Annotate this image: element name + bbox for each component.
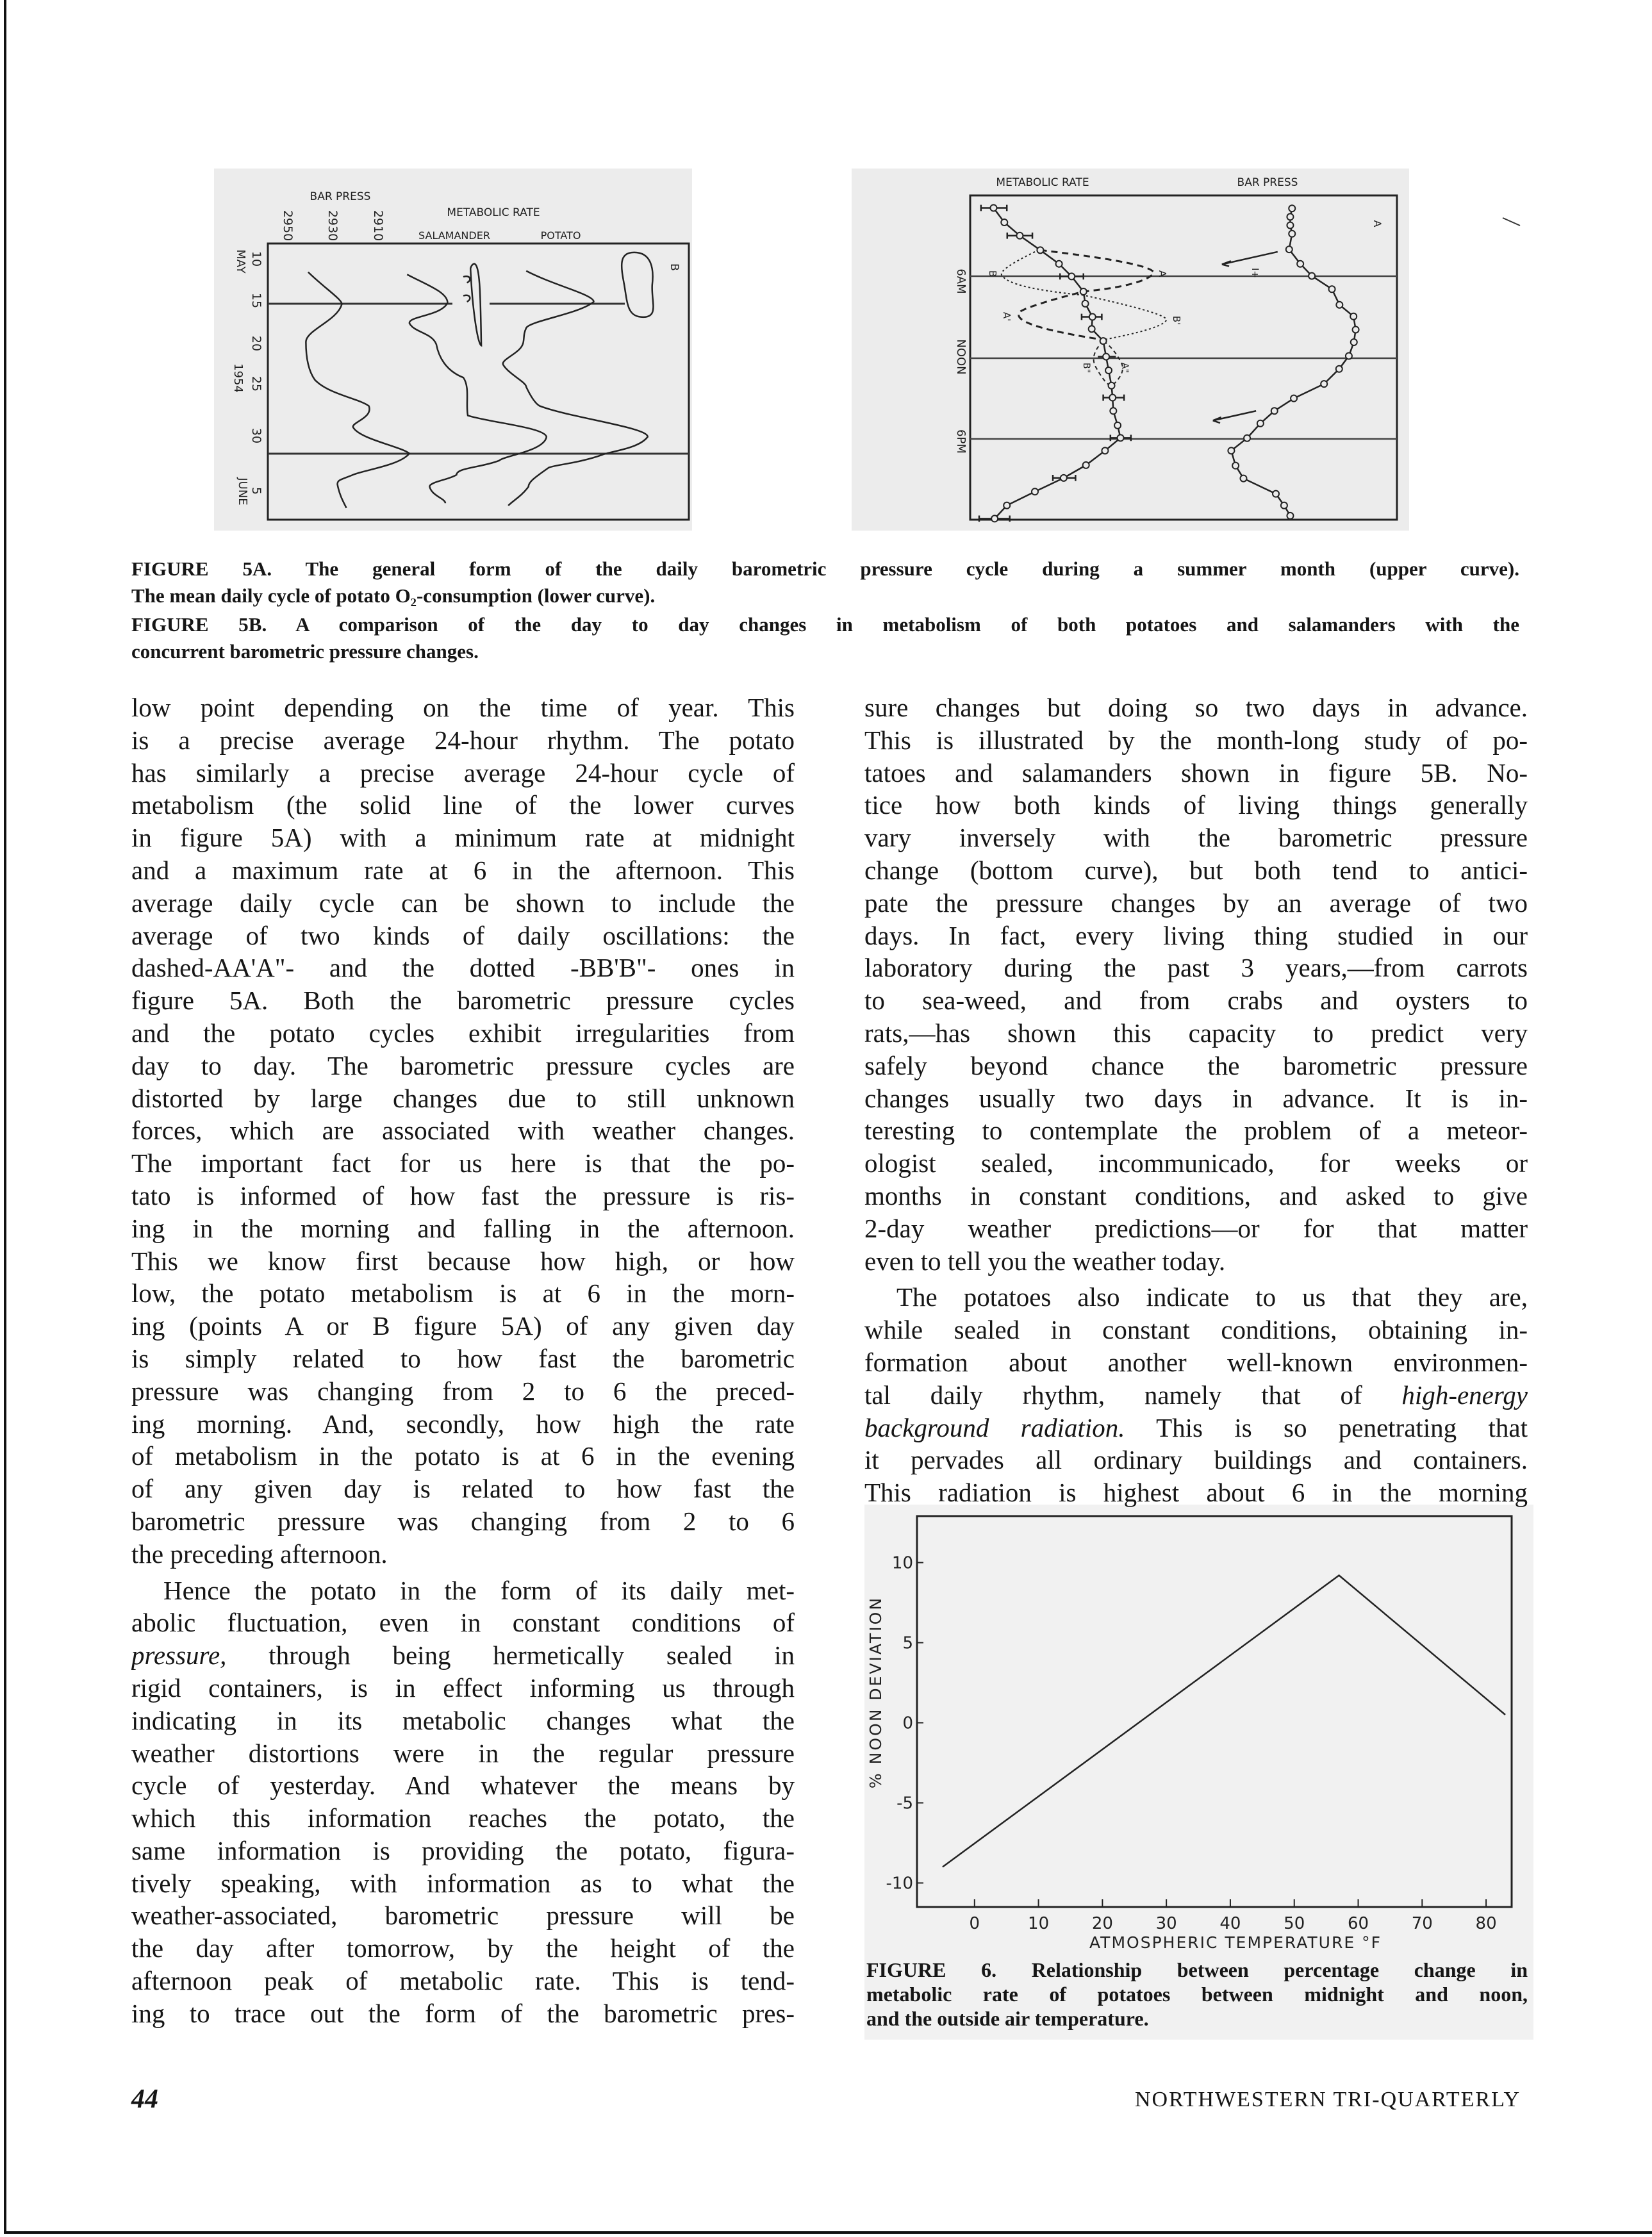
text-line: tice how both kinds of living things generally xyxy=(864,790,1528,820)
data-point-marker xyxy=(1068,273,1075,279)
data-point-marker xyxy=(1016,233,1023,239)
text-line: weather distortions were in the regular pressure xyxy=(131,1738,795,1768)
data-point-marker xyxy=(1271,408,1278,414)
figure-6-y-axis-label: % NOON DEVIATION xyxy=(866,1596,885,1789)
text-line: rigid containers, is in effect informing us through xyxy=(131,1672,795,1703)
curve-label-b-double-prime: B" xyxy=(1081,362,1091,374)
potato-curve xyxy=(503,271,648,506)
text-line: tatoes and salamanders shown in figure 5B. No- xyxy=(864,757,1528,788)
body-column-right xyxy=(864,691,1528,1509)
figure-5b-caption-line: FIGURE 5B. A comparison of the day to day changes in metabolism of both potatoes and salamanders with the xyxy=(131,613,1519,636)
text-line: changes usually two days in advance. It is in- xyxy=(864,1083,1528,1113)
y-tick-label: -5 xyxy=(896,1794,913,1813)
data-point-marker xyxy=(1287,513,1293,519)
data-point-marker xyxy=(1353,326,1359,333)
pressure-tick-label: 2950 xyxy=(281,210,295,242)
salamander-label: SALAMANDER xyxy=(418,229,490,242)
data-point-marker xyxy=(1281,502,1287,509)
x-tick-label: 60 xyxy=(1347,1914,1369,1933)
data-point-marker xyxy=(1102,447,1108,454)
data-point-marker xyxy=(1329,286,1335,292)
x-tick-label: 20 xyxy=(1091,1914,1113,1933)
y-tick-label: 0 xyxy=(902,1713,913,1733)
text-line: the day after tomorrow, by the height of the xyxy=(131,1933,795,1963)
text-line: and a maximum rate at 6 in the afternoon. This xyxy=(131,855,795,885)
data-point-marker xyxy=(1244,435,1250,442)
text-line: laboratory during the past 3 years,—from carrots xyxy=(864,953,1528,983)
text-line: months in constant conditions, and asked to give xyxy=(864,1180,1528,1210)
data-point-marker xyxy=(1240,475,1246,482)
text-line: pressure, through being hermetically sealed in xyxy=(131,1640,795,1671)
figure-6-x-axis-label: ATMOSPHERIC TEMPERATURE °F xyxy=(1089,1933,1382,1952)
data-point-marker xyxy=(990,204,996,211)
x-tick-label: 50 xyxy=(1284,1914,1305,1933)
paragraph xyxy=(864,1281,1528,1509)
text-line: days. In fact, every living thing studied in our xyxy=(864,920,1528,950)
date-tick-label: 5 xyxy=(249,486,263,495)
text-line: The important fact for us here is that the po- xyxy=(131,1148,795,1178)
curve-label-b: B xyxy=(987,270,998,277)
text-line: ing morning. And, secondly, how high the rate xyxy=(131,1408,795,1439)
data-point-marker xyxy=(1118,434,1124,441)
paragraph xyxy=(131,1574,795,2030)
text-line: cycle of yesterday. And whatever the means by xyxy=(131,1771,795,1801)
text-line: indicating in its metabolic changes what the xyxy=(131,1705,795,1735)
figure-6-ticks xyxy=(886,1554,1497,1934)
text-line: weather-associated, barometric pressure will be xyxy=(131,1901,795,1931)
bar-press-daily-curve xyxy=(1231,208,1355,516)
text-line: of any given day is related to how fast the xyxy=(131,1474,795,1504)
date-tick-label: 25 xyxy=(249,376,263,392)
text-line: change (bottom curve), but both tend to antici- xyxy=(864,855,1528,885)
data-point-marker xyxy=(1289,205,1295,211)
data-point-marker xyxy=(1232,463,1239,469)
text-line: Hence the potato in the form of its daily met- xyxy=(163,1575,795,1605)
text-line: teresting to contemplate the problem of a meteor- xyxy=(864,1116,1528,1146)
text-line: formation about another well-known environmen- xyxy=(864,1347,1528,1377)
x-tick-label: 40 xyxy=(1219,1914,1241,1933)
data-point-marker xyxy=(1037,247,1043,253)
text-line: and the potato cycles exhibit irregularities from xyxy=(131,1018,795,1048)
text-line: 2-day weather predictions—or for that matter xyxy=(864,1213,1528,1243)
data-point-marker xyxy=(1291,395,1297,402)
text-line: barometric pressure was changing from 2 to 6 xyxy=(131,1506,795,1536)
data-point-marker xyxy=(1083,462,1089,468)
text-line: which this information reaches the potato, the xyxy=(131,1803,795,1833)
curve-label-a-double-prime: A" xyxy=(1119,362,1130,374)
curve-label-a: A xyxy=(1157,270,1168,277)
text-line: of metabolism in the potato is at 6 in the evening xyxy=(131,1441,795,1471)
data-point-marker xyxy=(1114,422,1121,429)
figure-5b-bar-press-label: BAR PRESS xyxy=(310,190,371,203)
data-point-marker xyxy=(1287,213,1293,220)
panel-letter: B xyxy=(668,263,681,271)
text-line: average daily cycle can be shown to include the xyxy=(131,887,795,918)
date-tick-label: 20 xyxy=(249,335,263,352)
month-may-label: MAY xyxy=(234,249,247,274)
figure-5a-caption-line: The mean daily cycle of potato O₂-consumption (lower curve). xyxy=(131,584,656,607)
text-line: distorted by large changes due to still unknown xyxy=(131,1083,795,1113)
data-point-marker xyxy=(1257,420,1264,427)
noon-loop-curve xyxy=(1094,341,1123,386)
data-point-marker xyxy=(1228,447,1234,454)
figure-5a-bar-press-label: BAR PRESS xyxy=(1237,176,1298,189)
pressure-tick-label: 2930 xyxy=(326,210,340,242)
month-june-label: JUNE xyxy=(236,477,249,506)
text-line: figure 5A. Both the barometric pressure cycles xyxy=(131,986,795,1016)
x-tick-label: 30 xyxy=(1155,1914,1177,1933)
figure-5b-metabolic-rate-label: METABOLIC RATE xyxy=(447,206,540,219)
salamander-curve xyxy=(407,274,547,503)
data-point-marker xyxy=(1286,246,1293,252)
text-line: low, the potato metabolism is at 6 in the morn- xyxy=(131,1278,795,1308)
arrow-upper xyxy=(1222,252,1278,267)
curve-label-b-prime: B' xyxy=(1171,315,1182,326)
publication-title: NORTHWESTERN TRI-QUARTERLY xyxy=(1134,2088,1521,2111)
text-line: vary inversely with the barometric pressure xyxy=(864,823,1528,853)
text-line: the preceding afternoon. xyxy=(131,1539,388,1569)
data-point-marker xyxy=(1082,301,1089,307)
data-point-marker xyxy=(1089,326,1095,332)
data-point-marker xyxy=(1297,261,1303,267)
dashed-aa-curve xyxy=(1018,250,1153,340)
potato-label: POTATO xyxy=(540,229,581,242)
text-line: it pervades all ordinary buildings and containers. xyxy=(864,1445,1528,1475)
text-line: same information is providing the potato, figura- xyxy=(131,1835,795,1865)
text-line: is a precise average 24-hour rhythm. The potato xyxy=(131,725,795,755)
data-point-marker xyxy=(1056,261,1062,267)
date-tick-label: 10 xyxy=(249,251,263,267)
text-line: safely beyond chance the barometric pressure xyxy=(864,1050,1528,1080)
y-tick-label: 5 xyxy=(902,1633,913,1653)
text-line: pate the pressure changes by an average of two xyxy=(864,887,1528,918)
data-point-marker xyxy=(991,515,998,522)
figure-5a-caption-line: FIGURE 5A. The general form of the daily barometric pressure cycle during a summer month (upper curve). xyxy=(131,557,1519,580)
data-point-marker xyxy=(1309,273,1315,279)
text-line: in figure 5A) with a minimum rate at midnight xyxy=(131,823,795,853)
data-point-marker xyxy=(1080,288,1087,295)
paragraph xyxy=(131,691,795,1571)
data-point-marker xyxy=(1105,367,1112,374)
figure-6-caption-line: and the outside air temperature. xyxy=(866,2007,1149,2030)
figure-6-caption-line: metabolic rate of potatoes between midnight and noon, xyxy=(866,1983,1528,2006)
data-point-marker xyxy=(1321,381,1327,387)
text-line: has similarly a precise average 24-hour cycle of xyxy=(131,757,795,788)
data-point-marker xyxy=(1100,338,1107,344)
arrow-lower xyxy=(1213,411,1256,423)
margin-mark xyxy=(1503,218,1520,226)
data-point-marker xyxy=(1061,475,1067,481)
figure-5b-caption-line: concurrent barometric pressure changes. xyxy=(131,640,479,663)
text-line: The potatoes also indicate to us that they are, xyxy=(896,1282,1528,1312)
text-line: ing to trace out the form of the barometric pres- xyxy=(131,1998,795,2028)
figure-6-frame xyxy=(917,1516,1512,1907)
metabolic-rate-curve xyxy=(993,208,1120,518)
year-label: 1954 xyxy=(231,363,245,393)
text-line: abolic fluctuation, even in constant conditions of xyxy=(131,1608,795,1638)
pressure-tick-label: 2910 xyxy=(371,210,385,242)
text-line: This we know first because how high, or how xyxy=(131,1246,795,1276)
figure-6-chart xyxy=(866,1516,1512,1952)
date-tick-label: 30 xyxy=(249,427,263,444)
paragraph xyxy=(864,691,1528,1277)
data-point-marker xyxy=(1109,383,1115,389)
data-point-marker xyxy=(1287,222,1293,229)
body-column-left xyxy=(131,691,795,2030)
figure-5a-mark: I+ xyxy=(1250,268,1260,278)
text-line: sure changes but doing so two days in advance. xyxy=(864,693,1528,722)
data-point-marker xyxy=(1109,395,1116,401)
text-line: to sea-weed, and from crabs and oysters to xyxy=(864,986,1528,1016)
text-line: tal daily rhythm, namely that of high-energy xyxy=(864,1380,1528,1410)
bar-press-curve xyxy=(306,272,409,508)
text-line: ologist sealed, incommunicado, for weeks or xyxy=(864,1148,1528,1178)
text-line: metabolism (the solid line of the lower curves xyxy=(131,790,795,820)
time-label-noon: NOON xyxy=(954,339,968,375)
text-line: tively speaking, with information as to what the xyxy=(131,1868,795,1898)
data-point-marker xyxy=(1336,366,1342,372)
text-line: This is illustrated by the month-long study of po- xyxy=(864,725,1528,755)
time-label-6am: 6AM xyxy=(954,268,968,294)
data-point-marker xyxy=(1346,352,1352,359)
figure-5b-frame xyxy=(268,244,689,520)
x-tick-label: 0 xyxy=(969,1914,980,1933)
data-point-marker xyxy=(1110,408,1116,414)
text-line: while sealed in constant conditions, obtaining in- xyxy=(864,1315,1528,1345)
data-point-marker xyxy=(1001,219,1007,226)
text-line: This radiation is highest about 6 in the morning xyxy=(864,1478,1528,1508)
data-point-marker xyxy=(1004,502,1010,509)
text-line: rats,—has shown this capacity to predict very xyxy=(864,1018,1528,1048)
text-line: pressure was changing from 2 to 6 the preced- xyxy=(131,1376,795,1406)
figure-5b xyxy=(231,190,689,520)
data-point-marker xyxy=(1273,491,1279,497)
text-line: forces, which are associated with weather changes. xyxy=(131,1116,795,1146)
figure-5a xyxy=(954,176,1397,522)
y-tick-label: -10 xyxy=(886,1874,913,1894)
data-point-marker xyxy=(1336,302,1342,308)
text-line: ing (points A or B figure 5A) of any given day xyxy=(131,1311,795,1341)
data-point-marker xyxy=(1089,314,1096,320)
data-point-marker xyxy=(1032,488,1038,495)
x-tick-label: 10 xyxy=(1028,1914,1050,1933)
date-tick-label: 15 xyxy=(249,292,263,309)
data-point-marker xyxy=(1289,231,1295,237)
figure-5a-metabolic-rate-label: METABOLIC RATE xyxy=(996,176,1089,189)
text-line: low point depending on the time of year. This xyxy=(131,693,795,722)
figure-6-series-line xyxy=(943,1576,1505,1867)
potato-icon xyxy=(622,252,653,317)
text-line: even to tell you the weather today. xyxy=(864,1246,1226,1276)
text-line: day to day. The barometric pressure cycles are xyxy=(131,1050,795,1080)
text-line: average of two kinds of daily oscillations: the xyxy=(131,920,795,950)
curve-markers xyxy=(990,204,1359,522)
y-tick-label: 10 xyxy=(891,1553,913,1573)
text-line: background radiation. This is so penetrating that xyxy=(864,1412,1528,1442)
salamander-icon xyxy=(463,264,481,346)
text-line: is simply related to how fast the barometric xyxy=(131,1343,795,1373)
text-line: ing in the morning and falling in the afternoon. xyxy=(131,1213,795,1243)
panel-letter: A xyxy=(1371,220,1384,227)
x-tick-label: 70 xyxy=(1411,1914,1433,1933)
x-tick-label: 80 xyxy=(1475,1914,1497,1933)
text-line: tato is informed of how fast the pressure is ris- xyxy=(131,1180,795,1210)
curve-label-a-prime: A' xyxy=(1001,311,1012,322)
figure-6-caption-line: FIGURE 6. Relationship between percentage change in xyxy=(866,1958,1528,1981)
data-point-marker xyxy=(1103,354,1109,360)
data-point-marker xyxy=(1350,313,1357,320)
time-label-6pm: 6PM xyxy=(954,429,968,454)
text-line: dashed-AA'A"- and the dotted -BB'B"- ones in xyxy=(131,953,795,983)
page-number: 44 xyxy=(131,2084,158,2114)
text-line: afternoon peak of metabolic rate. This is tend- xyxy=(131,1966,795,1996)
data-point-marker xyxy=(1351,339,1357,345)
